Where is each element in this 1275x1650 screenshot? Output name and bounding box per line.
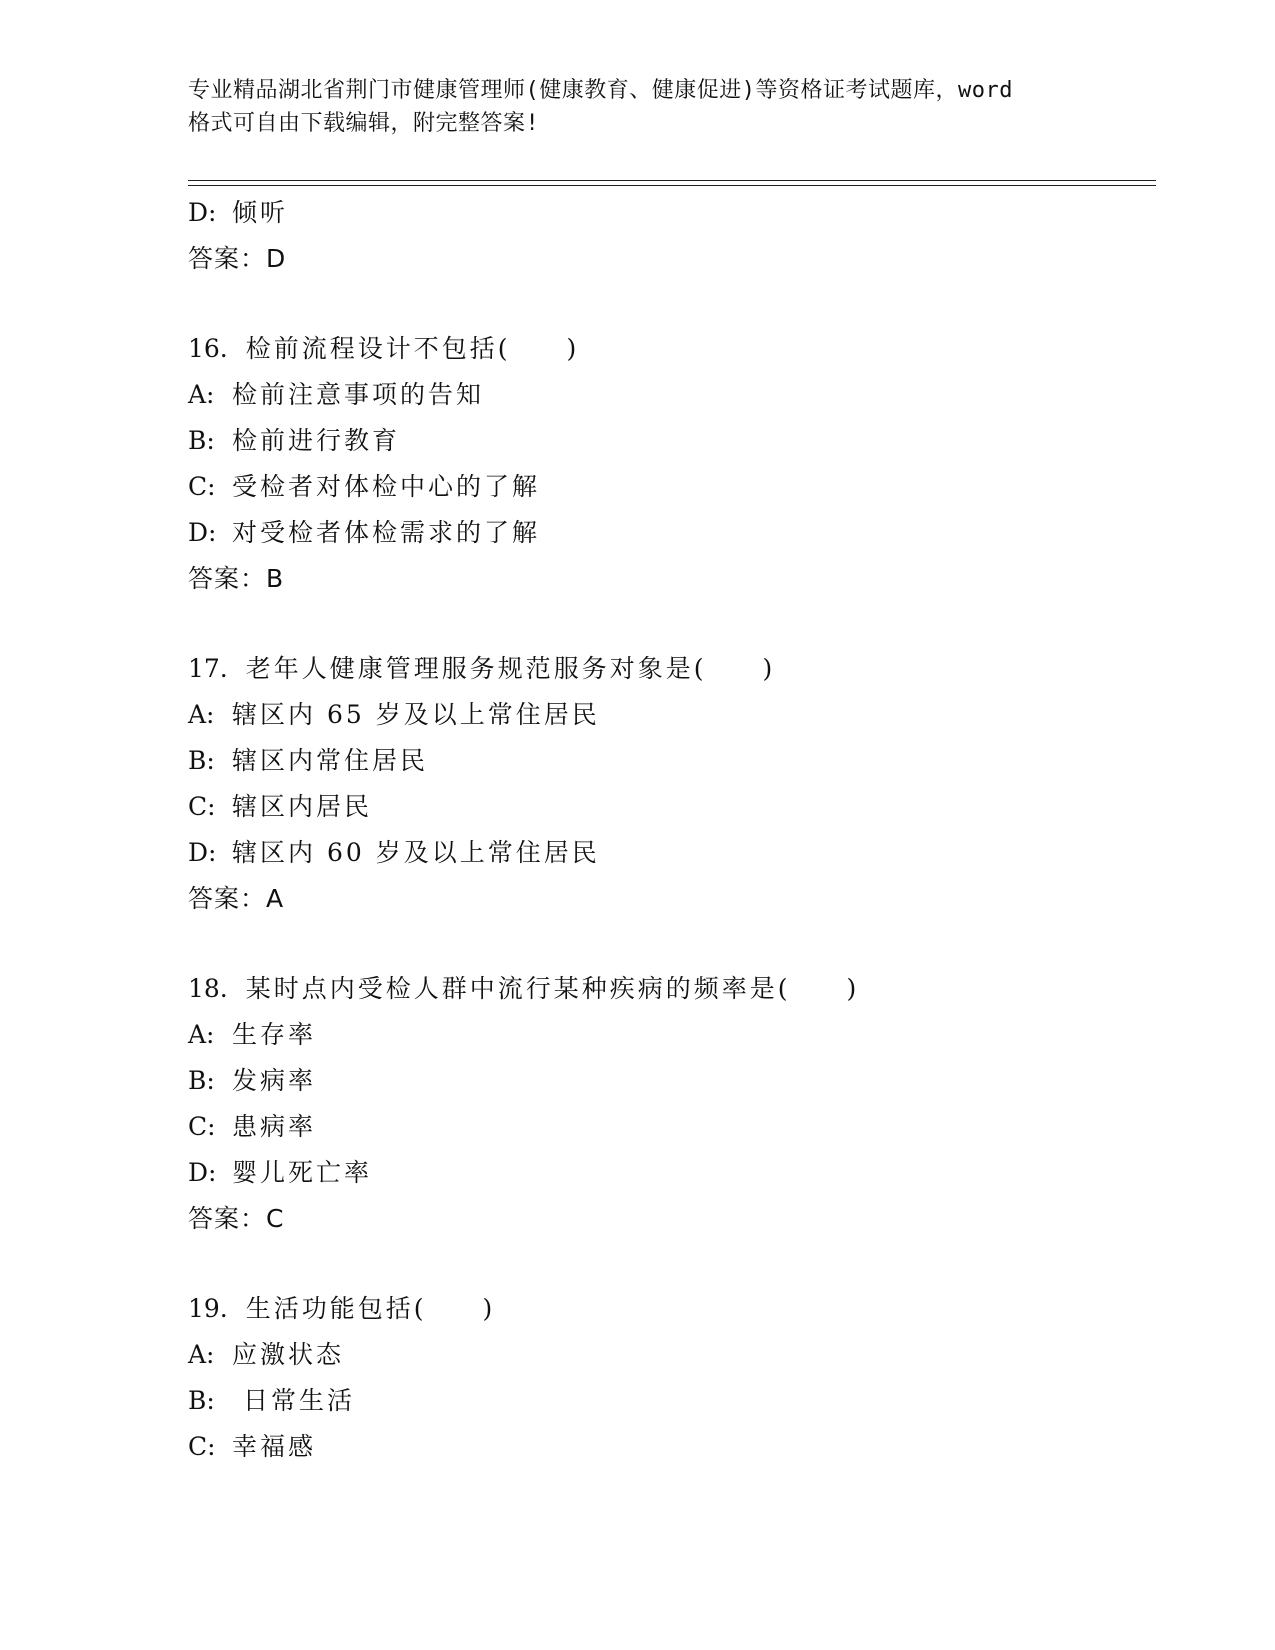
option-text: 对受检者体检需求的了解 xyxy=(232,518,541,547)
option-c xyxy=(188,464,1148,510)
option-d-continued xyxy=(188,190,1148,236)
option-text: 倾听 xyxy=(232,198,289,227)
question-number: 18. xyxy=(188,974,228,1003)
option-text: 日常生活 xyxy=(232,1386,355,1415)
option-text: 辖区内常住居民 xyxy=(232,746,429,775)
answer: 答案：C xyxy=(188,1204,285,1233)
question-18 xyxy=(188,966,1148,1242)
option-a xyxy=(188,372,1148,418)
option-label: C: xyxy=(188,792,216,821)
header-divider-top xyxy=(188,180,1156,181)
option-c xyxy=(188,1424,1148,1470)
option-d xyxy=(188,830,1148,876)
option-label: D: xyxy=(188,1158,217,1187)
option-text: 检前进行教育 xyxy=(232,426,401,455)
question-19 xyxy=(188,1286,1148,1470)
header-divider-bottom xyxy=(188,185,1156,186)
option-d xyxy=(188,510,1148,556)
question-17 xyxy=(188,646,1148,922)
answer: 答案：A xyxy=(188,884,285,913)
header-line-1: 专业精品湖北省荆门市健康管理师(健康教育、健康促进)等资格证考试题库，word xyxy=(188,78,1013,103)
option-b xyxy=(188,1378,1148,1424)
option-label: A: xyxy=(188,1020,215,1049)
option-text: 发病率 xyxy=(232,1066,317,1095)
option-text: 辖区内居民 xyxy=(232,792,373,821)
question-stem xyxy=(188,646,1148,692)
question-text: 某时点内受检人群中流行某种疾病的频率是( ) xyxy=(245,974,860,1003)
option-label: B: xyxy=(188,1386,215,1415)
option-label: D: xyxy=(188,838,217,867)
question-16 xyxy=(188,326,1148,602)
answer-continued: 答案：D xyxy=(188,244,287,273)
option-a xyxy=(188,1332,1148,1378)
option-text: 受检者对体检中心的了解 xyxy=(232,472,541,501)
option-text: 应激状态 xyxy=(232,1340,345,1369)
question-text: 老年人健康管理服务规范服务对象是( ) xyxy=(245,654,776,683)
option-text: 幸福感 xyxy=(232,1432,317,1461)
option-text: 生存率 xyxy=(232,1020,317,1049)
option-text: 辖区内 65 岁及以上常住居民 xyxy=(232,700,600,729)
option-label: D: xyxy=(188,198,217,227)
option-label: B: xyxy=(188,426,215,455)
option-label: A: xyxy=(188,1340,215,1369)
option-label: D: xyxy=(188,518,217,547)
option-text: 检前注意事项的告知 xyxy=(232,380,485,409)
option-c xyxy=(188,784,1148,830)
question-number: 17. xyxy=(188,654,228,683)
option-text: 辖区内 60 岁及以上常住居民 xyxy=(232,838,600,867)
question-number: 19. xyxy=(188,1294,228,1323)
question-number: 16. xyxy=(188,334,228,363)
option-c xyxy=(188,1104,1148,1150)
question-text: 检前流程设计不包括( ) xyxy=(245,334,580,363)
header-line-2: 格式可自由下载编辑，附完整答案! xyxy=(188,111,540,136)
document-header xyxy=(188,74,1098,140)
option-label: C: xyxy=(188,1432,216,1461)
question-stem xyxy=(188,966,1148,1012)
option-label: C: xyxy=(188,472,216,501)
question-stem xyxy=(188,1286,1148,1332)
option-text: 患病率 xyxy=(232,1112,317,1141)
answer: 答案：B xyxy=(188,564,285,593)
option-label: C: xyxy=(188,1112,216,1141)
question-text: 生活功能包括( ) xyxy=(245,1294,496,1323)
option-text: 婴儿死亡率 xyxy=(232,1158,373,1187)
option-label: B: xyxy=(188,1066,215,1095)
option-label: A: xyxy=(188,380,215,409)
option-b xyxy=(188,738,1148,784)
option-a xyxy=(188,692,1148,738)
question-list xyxy=(188,190,1148,1470)
option-d xyxy=(188,1150,1148,1196)
option-a xyxy=(188,1012,1148,1058)
option-label: A: xyxy=(188,700,215,729)
question-stem xyxy=(188,326,1148,372)
option-label: B: xyxy=(188,746,215,775)
option-b xyxy=(188,1058,1148,1104)
option-b xyxy=(188,418,1148,464)
